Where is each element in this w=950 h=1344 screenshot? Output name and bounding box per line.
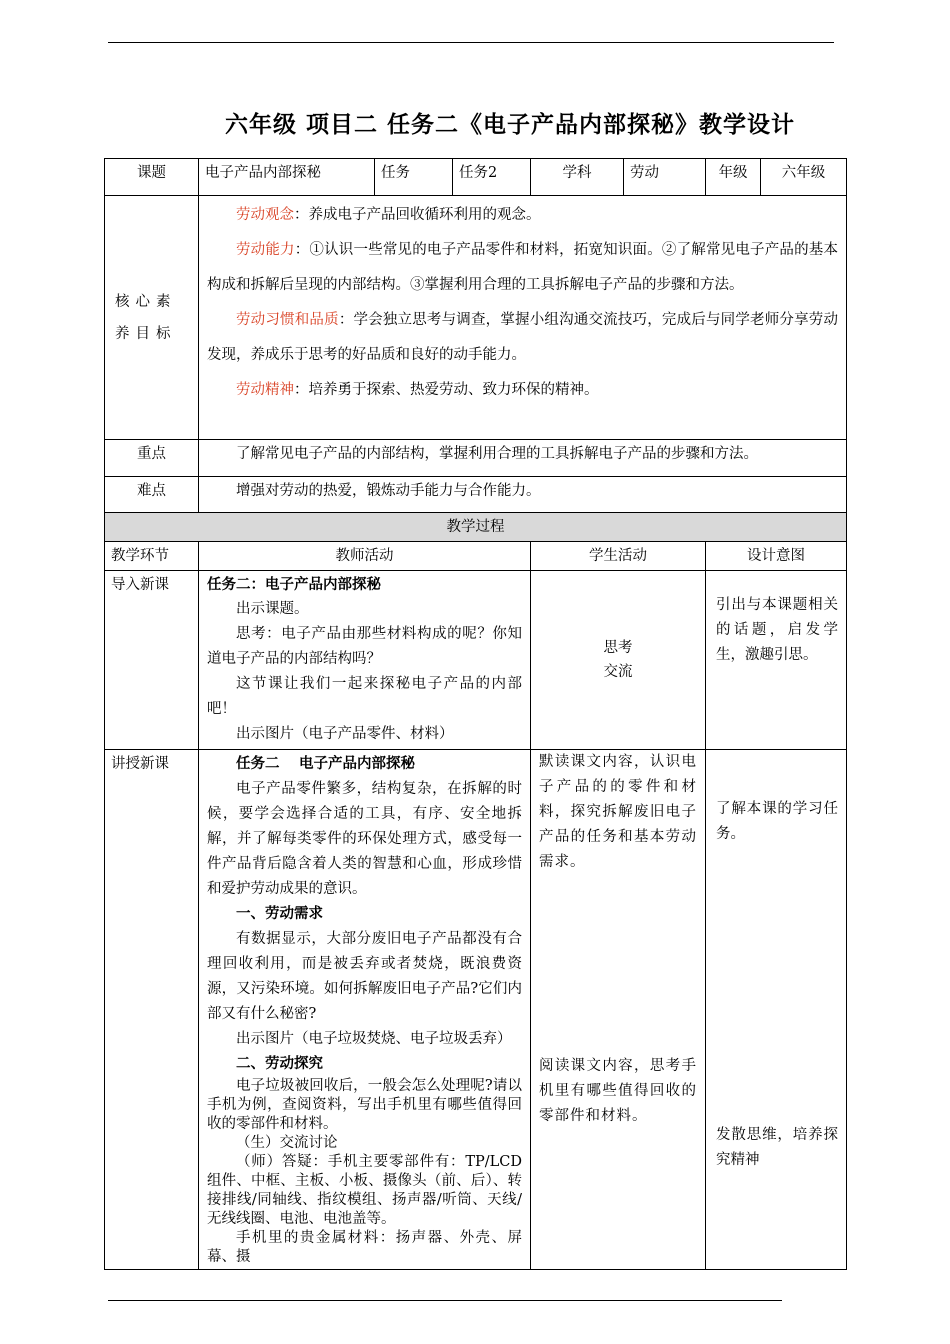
teach-row <box>105 750 847 1270</box>
sec2-title: 二、劳动探究 <box>236 1056 323 1072</box>
core-goals-content <box>199 196 847 440</box>
sec2-answer: （师）答疑：手机主要零部件有：TP/LCD组件、中框、主板、小板、摄像头（前、后）、转接排线/同轴线、指纹模组、扬声器/听筒、天线/无线线圈、电池、电池盖等。 <box>207 1154 522 1227</box>
intro-line-2: 思考：电子产品由那些材料构成的呢？你知道电子产品的内部结构吗？ <box>207 626 522 667</box>
sec2-discuss: （生）交流讨论 <box>236 1135 338 1151</box>
info-row <box>105 159 847 196</box>
core-goals-row <box>105 196 847 440</box>
intro-line-1: 出示课题。 <box>236 601 309 617</box>
key-point-text: 了解常见电子产品的内部结构，掌握利用合理的工具拆解电子产品的步骤和方法。 <box>199 440 847 477</box>
teach-intent <box>706 750 847 1270</box>
goal-ability: 劳动能力：①认识一些常见的电子产品零件和材料，拓宽知识面。②了解常见电子产品的基本构成和拆解后呈现的内部结构。③掌握利用合理的工具拆解电子产品的步骤和方法。 <box>207 242 838 293</box>
sec2-text: 电子垃圾被回收后，一般会怎么处理呢?请以手机为例，查阅资料，写出手机里有哪些值得回收的零部件和材料。 <box>207 1078 522 1132</box>
sec2-metal: 手机里的贵金属材料：扬声器、外壳、屏幕、摄 <box>207 1230 522 1265</box>
teach-intent-b: 发散思维，培养探究精神 <box>716 1127 838 1168</box>
intro-teacher <box>199 571 531 750</box>
teach-student-a: 默读课文内容，认识电子产品的的零件和材料，探究拆解废旧电子产品的任务和基本劳动需求。 <box>539 754 697 870</box>
header-rule <box>108 42 834 43</box>
page-title: 六年级 项目二 任务二《电子产品内部探秘》教学设计 <box>224 112 795 138</box>
sec1-text: 有数据显示，大部分废旧电子产品都没有合理回收利用，而是被丢弃或者焚烧，既浪费资源，又污染环境。如何拆解废旧电子产品?它们内部又有什么秘密? <box>207 931 522 1022</box>
intro-stage: 导入新课 <box>105 571 199 750</box>
intro-heading: 任务二：电子产品内部探秘 <box>207 577 381 593</box>
teach-intro-text: 电子产品零件繁多，结构复杂，在拆解的时候，要学会选择合适的工具，有序、安全地拆解，并了解每类零件的环保处理方式，感受每一件产品背后隐含着人类的智慧和心血，形成珍惜和爱护劳动成果的意识。 <box>207 781 522 897</box>
difficulty-label: 难点 <box>105 477 199 513</box>
process-header: 教学过程 <box>105 513 847 542</box>
intro-line-4: 出示图片（电子产品零件、材料） <box>236 726 454 742</box>
intro-student-2: 交流 <box>603 664 633 680</box>
goal-concept: 劳动观念：养成电子产品回收循环利用的观念。 <box>236 207 541 223</box>
task-value: 任务2 <box>453 159 531 196</box>
grade-value: 六年级 <box>761 159 847 196</box>
goal-habit: 劳动习惯和品质：学会独立思考与调查，掌握小组沟通交流技巧，完成后与同学老师分享劳动发现，养成乐于思考的好品质和良好的动手能力。 <box>207 312 838 363</box>
intro-line-3: 这节课让我们一起来探秘电子产品的内部吧！ <box>207 676 522 717</box>
task-label: 任务 <box>375 159 453 196</box>
grade-label: 年级 <box>706 159 761 196</box>
teach-stage: 讲授新课 <box>105 750 199 1270</box>
key-point-row <box>105 440 847 477</box>
intro-row <box>105 571 847 750</box>
col-teacher: 教师活动 <box>199 542 531 571</box>
difficulty-row <box>105 477 847 513</box>
key-point-label: 重点 <box>105 440 199 477</box>
teach-heading: 任务二 电子产品内部探秘 <box>236 756 416 772</box>
sec1-pic: 出示图片（电子垃圾焚烧、电子垃圾丢弃） <box>236 1031 512 1047</box>
core-goals-label <box>105 196 199 440</box>
topic-label: 课题 <box>105 159 199 196</box>
col-stage: 教学环节 <box>105 542 199 571</box>
intro-intent: 引出与本课题相关的话题，启发学生，激趣引思。 <box>706 571 847 750</box>
topic-value: 电子产品内部探秘 <box>199 159 375 196</box>
intro-student <box>531 571 706 750</box>
intro-student-1: 思考 <box>603 640 633 656</box>
teach-intent-a: 了解本课的学习任务。 <box>716 801 838 842</box>
lesson-plan-table <box>104 158 847 1270</box>
teach-teacher <box>199 750 531 1270</box>
col-intent: 设计意图 <box>706 542 847 571</box>
col-student: 学生活动 <box>531 542 706 571</box>
core-goals-label-text: 核心素养目标 <box>115 293 177 342</box>
process-header-row <box>105 513 847 542</box>
process-columns-row <box>105 542 847 571</box>
subject-label: 学科 <box>531 159 624 196</box>
subject-value: 劳动 <box>624 159 706 196</box>
teach-student <box>531 750 706 1270</box>
difficulty-text: 增强对劳动的热爱，锻炼动手能力与合作能力。 <box>199 477 847 513</box>
sec1-title: 一、劳动需求 <box>236 906 323 922</box>
goal-spirit: 劳动精神：培养勇于探索、热爱劳动、致力环保的精神。 <box>236 382 599 398</box>
footer-rule <box>108 1300 782 1301</box>
teach-student-b: 阅读课文内容，思考手机里有哪些值得回收的零部件和材料。 <box>539 1058 697 1124</box>
